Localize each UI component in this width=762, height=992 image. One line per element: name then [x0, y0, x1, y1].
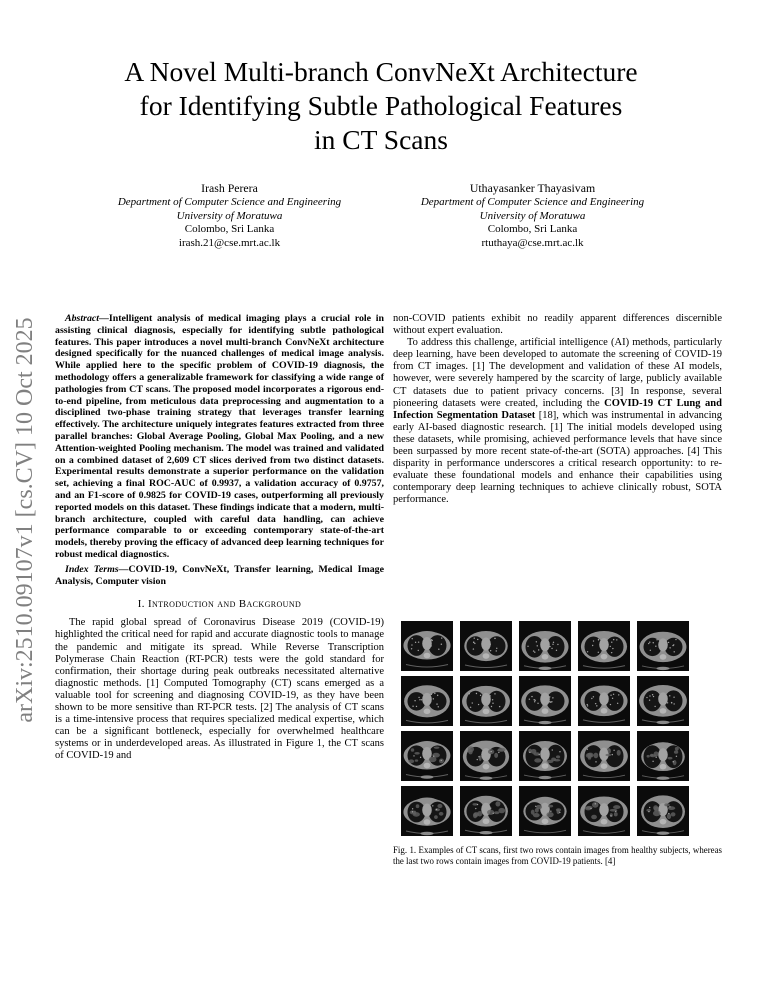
ct-scan-image: [637, 621, 689, 671]
paragraph-text: To address this challenge, artificial intelligence (AI) methods, particularly deep learning, have been developed to automate the screening of COVID-19 from CT images. [1] The development and validation of these AI models, however, were severely hampered by the scarcity of large, publicly available CT datasets due to patient privacy concerns. [3] In response, several pioneering datasets were created, including the: [393, 337, 722, 409]
arxiv-watermark: arXiv:2510.09107v1 [cs.CV] 10 Oct 2025: [12, 317, 38, 723]
author-university: University of Moratuwa: [479, 209, 586, 222]
paper-title-line-1: A Novel Multi-branch ConvNeXt Architecture: [124, 56, 638, 87]
authors-row: [78, 182, 684, 250]
author-location: Colombo, Sri Lanka: [487, 223, 578, 236]
ct-scan-image: [578, 731, 630, 781]
author-location: Colombo, Sri Lanka: [184, 223, 275, 236]
ct-scan-image: [637, 786, 689, 836]
paragraph-text: [18], which was instrumental in advancing early AI-based diagnostic research. [1] The initial models developed using these datasets, while promising, achieved performance levels that have since been surpassed by more recent state-of-the-art (SOTA) approaches. [4] This disparity in performance underscores a critical research opportunity: to re-evaluate these foundational models and enhance their capabilities using contemporary deep learning techniques to achieve clinically robust, SOTA performance.: [393, 409, 722, 506]
author-name: Irash Perera: [201, 181, 258, 195]
abstract-paragraph: [55, 313, 384, 561]
ct-scan-image: [519, 676, 571, 726]
author-department: Department of Computer Science and Engineering: [420, 196, 645, 209]
author-name: Uthayasanker Thayasivam: [469, 181, 596, 195]
author-department: Department of Computer Science and Engineering: [117, 196, 342, 209]
ct-scan-image: [401, 621, 453, 671]
intro-paragraph: The rapid global spread of Coronavirus Disease 2019 (COVID-19) highlighted the critical need for rapid and accurate diagnostic tools to manage the pandemic and mitigate its spread. While Reverse Transcription Polymerase Chain Reaction (RT-PCR) tests were the gold standard for confirmation, their shortage during peak outbreaks necessitated alternative diagnostic methods. [1] Computed Tomography (CT) scans emerged as a valuable tool for screening and diagnosing COVID-19, as they have been shown to be more sensitive than RT-PCR tests. [2] The analysis of CT scans is a time-intensive process that requires specialized medical expertise, which can be a significant bottleneck, especially for overwhelmed healthcare systems or in underdeveloped areas. As illustrated in Figure 1, the CT scans of COVID-19 and: [55, 617, 384, 762]
ct-scan-image: [578, 676, 630, 726]
ct-scan-image: [519, 786, 571, 836]
ct-scan-image: [637, 676, 689, 726]
ct-scan-image: [460, 621, 512, 671]
author-email: irash.21@cse.mrt.ac.lk: [178, 236, 281, 249]
author-block-1: [78, 182, 381, 250]
figure-1: [393, 621, 722, 866]
ct-scan-image: [401, 676, 453, 726]
figure-1-caption: Fig. 1. Examples of CT scans, first two rows contain images from healthy subjects, whereas the last two rows contain images from COVID-19 patients. [4]: [393, 845, 722, 866]
paper-title-line-3: in CT Scans: [314, 124, 448, 155]
ct-scan-image: [401, 731, 453, 781]
author-university: University of Moratuwa: [176, 209, 283, 222]
ct-scan-image: [578, 621, 630, 671]
index-terms-label: Index Terms—: [65, 563, 129, 575]
paper-title-line-2: for Identifying Subtle Pathological Features: [139, 90, 623, 121]
continuation-paragraph: non-COVID patients exhibit no readily apparent differences discernible without expert evaluation.: [393, 313, 722, 337]
index-terms-text: COVID-19, ConvNeXt, Transfer learning, Medical Image Analysis, Computer vision: [55, 563, 384, 587]
ct-scan-image: [401, 786, 453, 836]
right-column: [393, 313, 722, 973]
ai-methods-paragraph: [393, 337, 722, 506]
ct-scan-image: [460, 731, 512, 781]
dataset-name-bold: COVID-19 CT Lung and Infection Segmentation Dataset: [393, 397, 722, 421]
index-terms-paragraph: [55, 564, 384, 588]
ct-scan-image: [637, 731, 689, 781]
ct-scan-image: [519, 621, 571, 671]
section-heading-introduction: I. Introduction and Background: [137, 598, 302, 611]
title-block: [0, 55, 762, 157]
ct-figure-grid: [401, 621, 722, 836]
ct-scan-image: [460, 676, 512, 726]
left-column: [55, 313, 384, 762]
author-block-2: [381, 182, 684, 250]
ct-scan-image: [519, 731, 571, 781]
ct-scan-image: [578, 786, 630, 836]
ct-scan-image: [460, 786, 512, 836]
author-email: rtuthaya@cse.mrt.ac.lk: [481, 236, 584, 249]
abstract-label: Abstract—: [65, 313, 109, 324]
abstract-text: Intelligent analysis of medical imaging plays a crucial role in assisting clinical diagnosis, especially for identifying subtle pathological features. This paper introduces a novel multi-branch ConvNeXt architecture designed specifically for the nuanced challenges of medical image analysis. While applied here to the specific problem of COVID-19 diagnosis, the methodology offers a generalizable framework for classifying a wide range of pathologies from CT scans. The proposed model incorporates a rigorous end-to-end pipeline, from meticulous data preprocessing and augmentation to a disciplined two-phase training strategy that leverages transfer learning effectively. The architecture uniquely integrates features extracted from three parallel branches: Global Average Pooling, Global Max Pooling, and a new Attention-weighted Pooling mechanism. The model was trained and validated on a combined dataset of 2,609 CT slices derived from two distinct datasets. Experimental results demonstrate a superior performance on the validation set, achieving a final ROC-AUC of 0.9937, a validation accuracy of 0.9757, and an F1-score of 0.9825 for COVID-19 cases, outperforming all previously reported models on this dataset. These findings indicate that a modern, multi-branch architecture, coupled with careful data handling, can achieve performance comparable to or exceeding contemporary state-of-the-art models, thereby proving the efficacy of advanced deep learning techniques for robust medical diagnostics.: [55, 313, 384, 560]
